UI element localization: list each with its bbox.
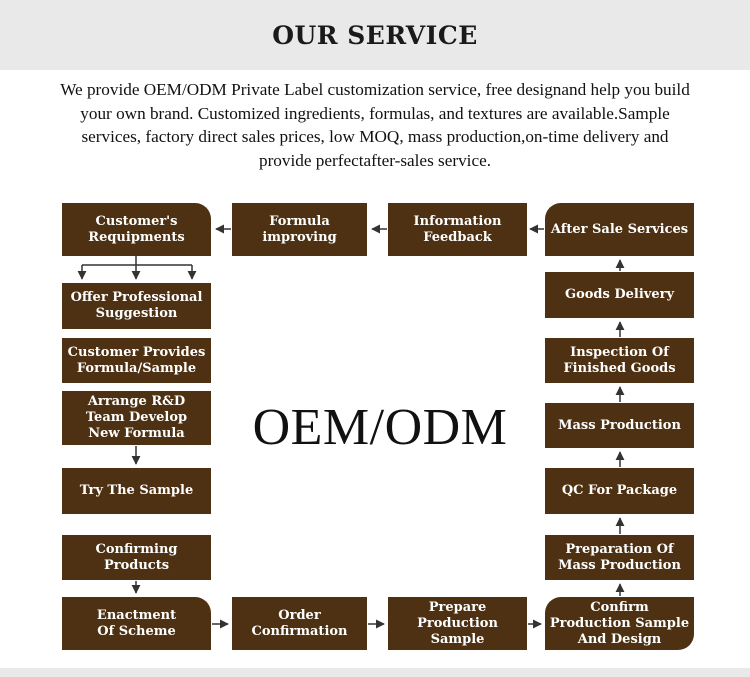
step-label: Goods Delivery — [564, 287, 675, 302]
step-label: Customer's Requipments — [88, 213, 185, 245]
step-label: Prepare Production Sample — [417, 599, 498, 647]
step-label: Arrange R&D Team Develop New Formula — [85, 394, 188, 441]
step-label: QC For Package — [561, 483, 678, 498]
step-label: Information Feedback — [413, 213, 502, 245]
step-label: Confirm Production Sample And Design — [549, 599, 690, 647]
page-title: OUR SERVICE — [272, 20, 478, 50]
step-label: Try The Sample — [79, 483, 194, 498]
intro-paragraph: We provide OEM/ODM Private Label customization service, free designand help you build your own brand. Customized ingredients, formulas, and textures are available.Sample services, factory direct sales prices, low MOQ, mass production,on-time delivery and provide perfectafter-sales service. — [60, 80, 690, 170]
step-label: After Sale Services — [550, 221, 689, 237]
step-label: Preparation Of Mass Production — [558, 541, 681, 573]
arrow-requirements-split — [82, 256, 192, 279]
center-title: OEM/ODM — [252, 399, 508, 456]
bottom-band — [0, 668, 750, 677]
step-label: Customer Provides Formula/Sample — [67, 344, 206, 376]
step-label: Confirming Products — [95, 541, 178, 573]
step-label: Inspection Of Finished Goods — [563, 344, 676, 376]
step-label: Offer Professional Suggestion — [70, 290, 203, 321]
step-label: Order Confirmation — [251, 607, 348, 639]
step-label: Enactment Of Scheme — [96, 607, 177, 639]
step-label: Mass Production — [558, 417, 681, 433]
step-label: Formula improving — [262, 213, 337, 245]
